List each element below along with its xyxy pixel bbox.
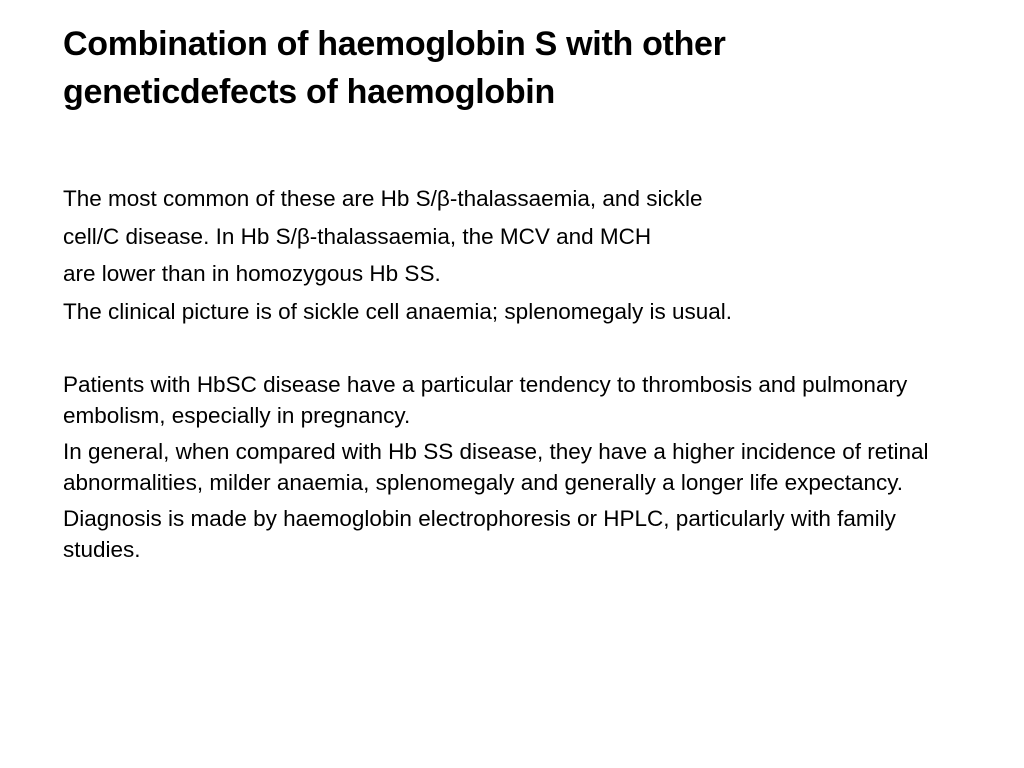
hbsc-text-block	[63, 369, 963, 570]
intro-text-block	[63, 180, 963, 330]
hbsc-paragraph-comparison: In general, when compared with Hb SS disease, they have a higher incidence of retinal abnormalities, milder anaemia, splenomegaly and generally a longer life expectancy.	[63, 439, 929, 495]
intro-line: The clinical picture is of sickle cell anaemia; splenomegaly is usual.	[63, 298, 733, 324]
hbsc-paragraph-diagnosis: Diagnosis is made by haemoglobin electrophoresis or HPLC, particularly with family studies.	[63, 506, 896, 562]
intro-line: are lower than in homozygous Hb SS.	[63, 261, 441, 286]
slide-title-line-1: Combination of haemoglobin S with other	[63, 25, 726, 63]
intro-line: The most common of these are Hb S/β-thalassaemia, and sickle	[63, 186, 703, 211]
slide-title-line-2: geneticdefects of haemoglobin	[63, 73, 555, 111]
intro-line: cell/C disease. In Hb S/β-thalassaemia, the MCV and MCH	[63, 223, 652, 249]
slide-title	[63, 20, 963, 116]
hbsc-paragraph-thrombosis: Patients with HbSC disease have a particular tendency to thrombosis and pulmonary embolism, especially in pregnancy.	[63, 372, 908, 428]
